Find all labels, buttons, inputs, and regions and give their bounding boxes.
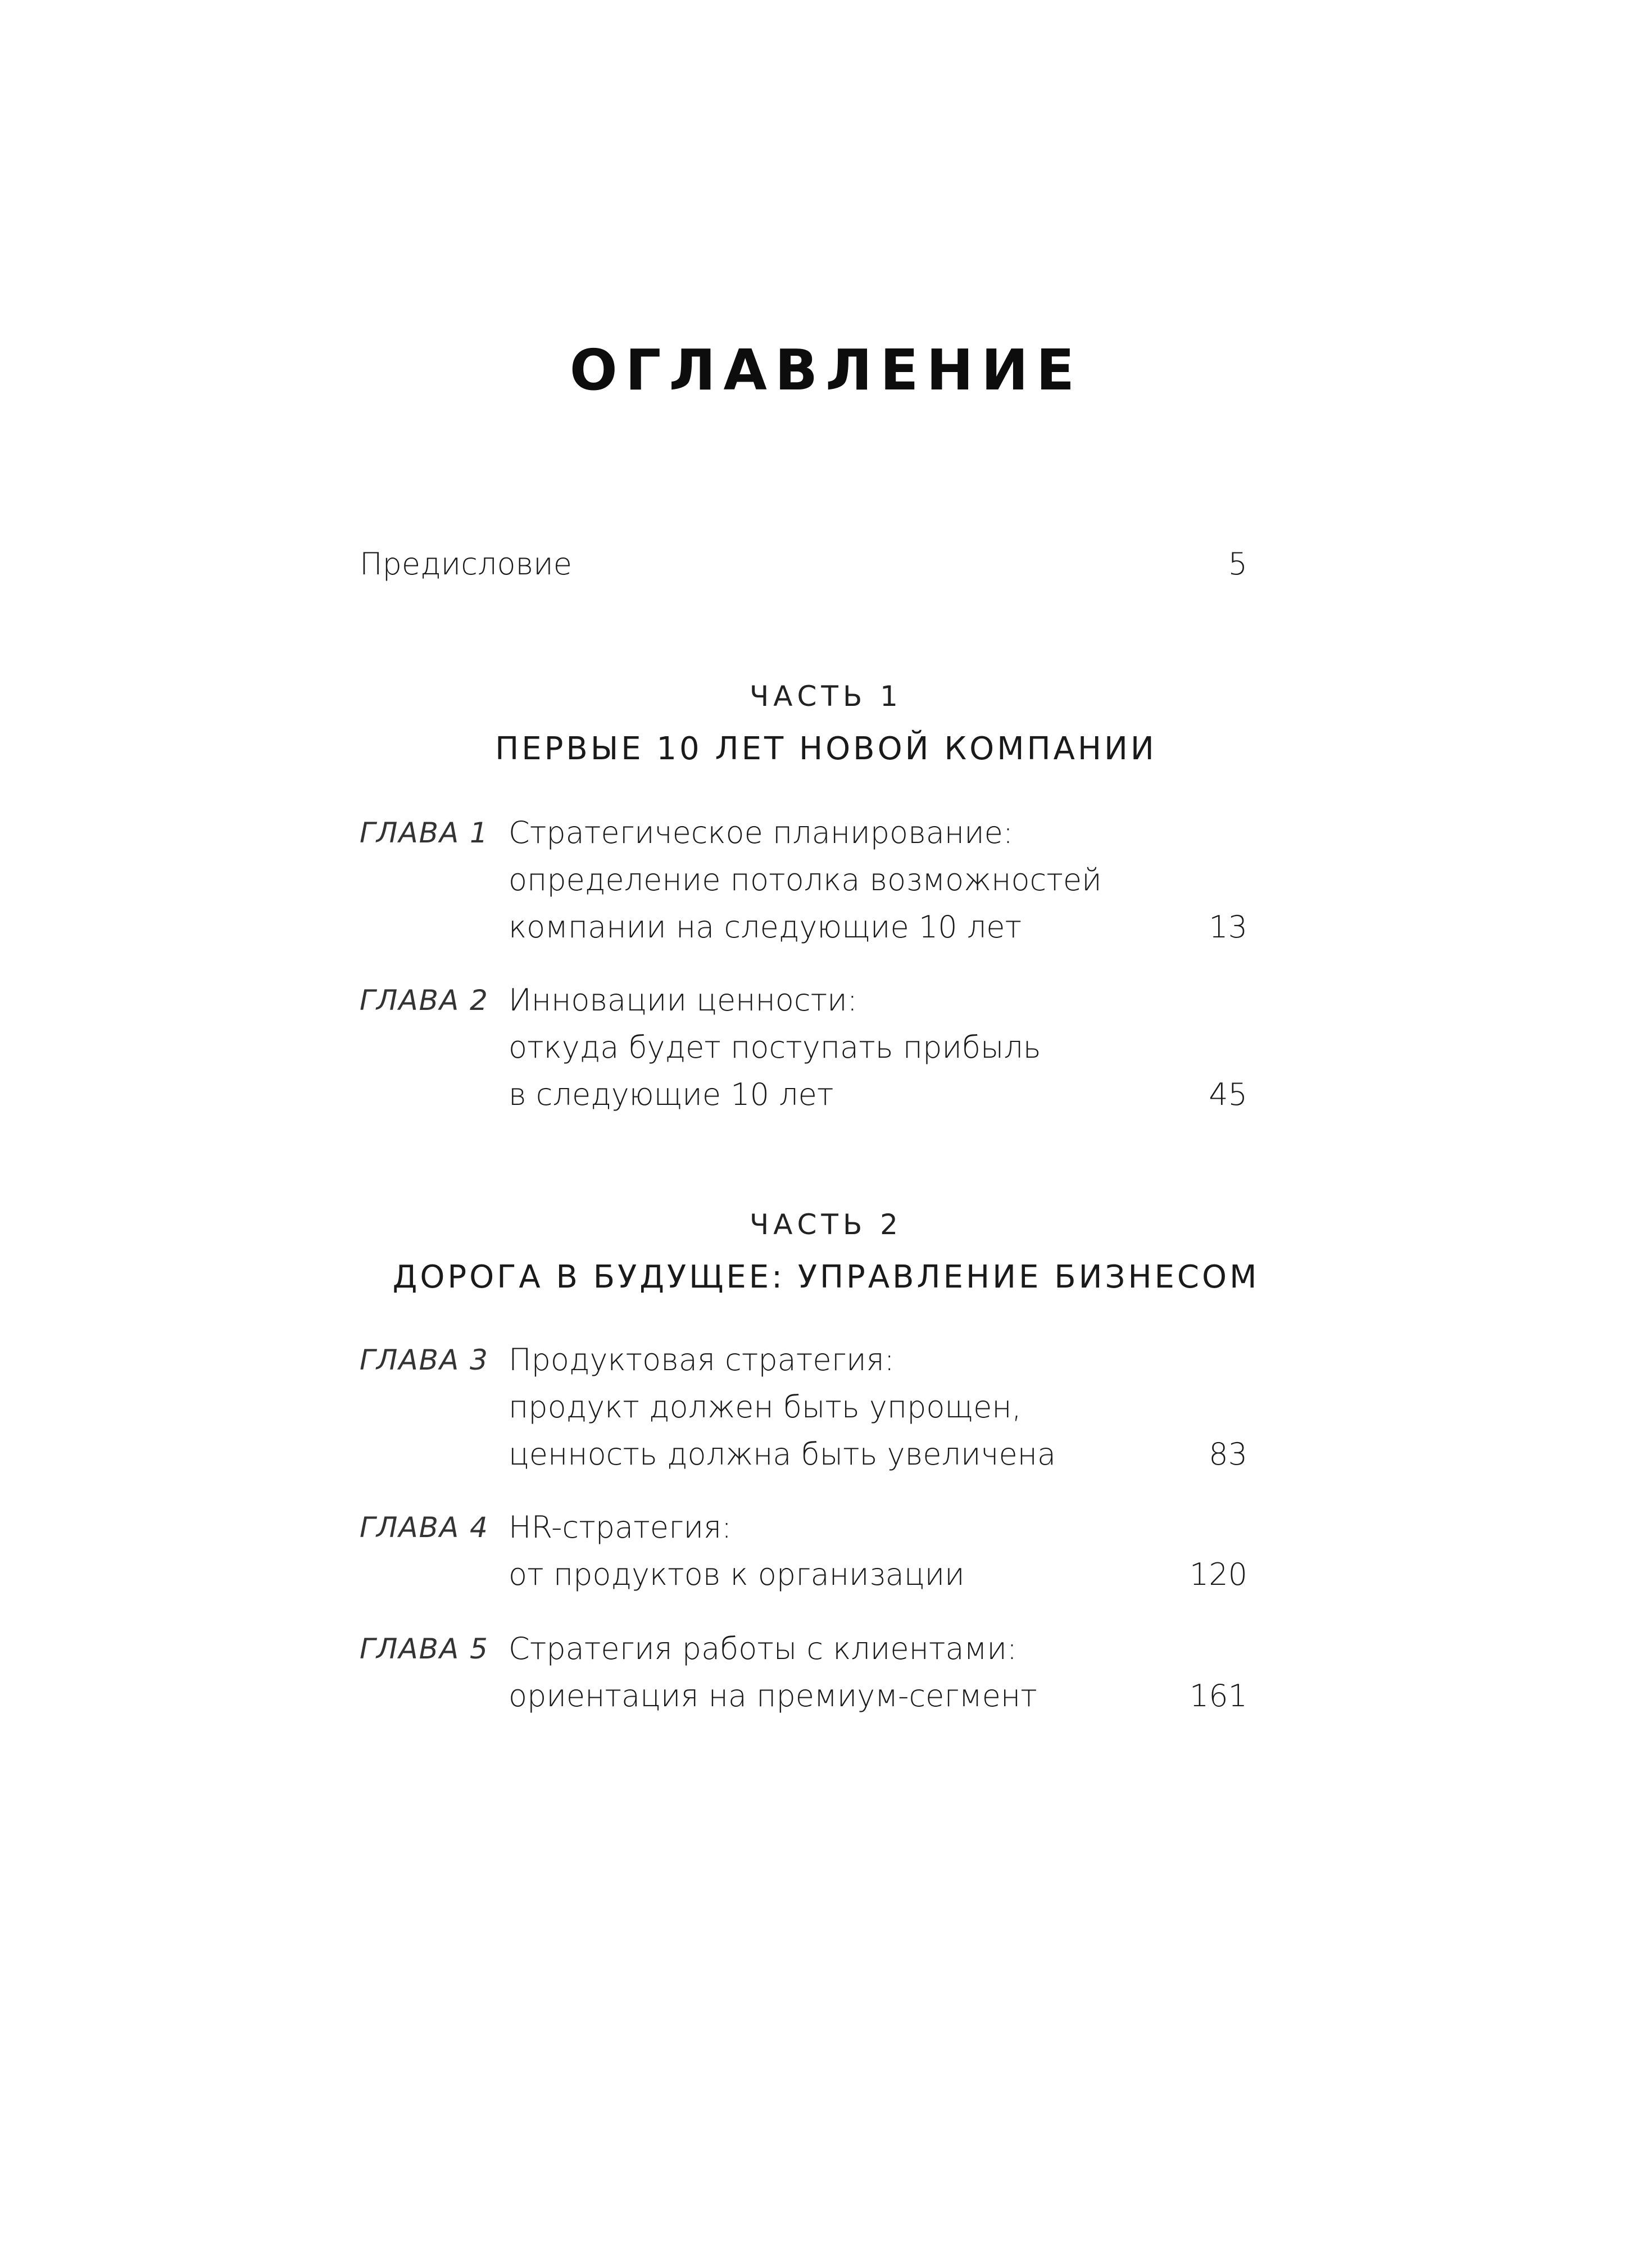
chapter-3-line-3: ценность должна быть увеличена <box>509 1436 1056 1472</box>
toc-entry-preface-page: 5 <box>1228 546 1247 582</box>
chapter-2-line-1: Инновации ценности: <box>509 982 857 1018</box>
chapter-5-page: 161 <box>1189 1678 1247 1714</box>
chapter-1-page: 13 <box>1209 909 1247 945</box>
part-2-label: ЧАСТЬ 2 <box>750 1208 902 1241</box>
chapter-5-line-1: Стратегия работы с клиентами: <box>509 1631 1018 1666</box>
chapter-2-title[interactable] <box>509 977 1041 1118</box>
chapter-3-title[interactable] <box>509 1336 1056 1478</box>
part-2-title: ДОРОГА В БУДУЩЕЕ: УПРАВЛЕНИЕ БИЗНЕСОМ <box>392 1259 1260 1295</box>
chapter-5-label: ГЛАВА 5 <box>360 1633 489 1665</box>
chapter-4-page: 120 <box>1189 1557 1247 1592</box>
chapter-1-line-1: Стратегическое планирование: <box>509 815 1014 850</box>
chapter-4-title[interactable] <box>509 1504 965 1598</box>
chapter-1-line-3: компании на следующие 10 лет <box>509 909 1022 945</box>
chapter-3-page: 83 <box>1209 1436 1247 1472</box>
chapter-4-label: ГЛАВА 4 <box>360 1511 489 1544</box>
chapter-5-title[interactable] <box>509 1625 1037 1720</box>
part-1-title: ПЕРВЫЕ 10 ЛЕТ НОВОЙ КОМПАНИИ <box>495 731 1157 767</box>
part-1-label: ЧАСТЬ 1 <box>750 680 902 713</box>
page-title: ОГЛАВЛЕНИЕ <box>569 337 1083 403</box>
toc-entry-preface-label[interactable]: Предисловие <box>360 546 572 582</box>
chapter-3-line-2: продукт должен быть упрощен, <box>509 1389 1022 1425</box>
chapter-5-line-2: ориентация на премиум-сегмент <box>509 1678 1037 1714</box>
chapter-4-line-2: от продуктов к организации <box>509 1557 965 1592</box>
chapter-2-label: ГЛАВА 2 <box>360 984 489 1017</box>
chapter-4-line-1: HR-стратегия: <box>509 1510 732 1545</box>
chapter-3-label: ГЛАВА 3 <box>360 1344 489 1376</box>
chapter-2-line-3: в следующие 10 лет <box>509 1077 834 1112</box>
chapter-2-page: 45 <box>1209 1077 1247 1112</box>
chapter-1-line-2: определение потолка возможностей <box>509 862 1102 898</box>
chapter-2-line-2: откуда будет поступать прибыль <box>509 1030 1041 1065</box>
chapter-1-label: ГЛАВА 1 <box>360 817 489 849</box>
chapter-1-title[interactable] <box>509 809 1102 951</box>
chapter-3-line-1: Продуктовая стратегия: <box>509 1342 895 1377</box>
